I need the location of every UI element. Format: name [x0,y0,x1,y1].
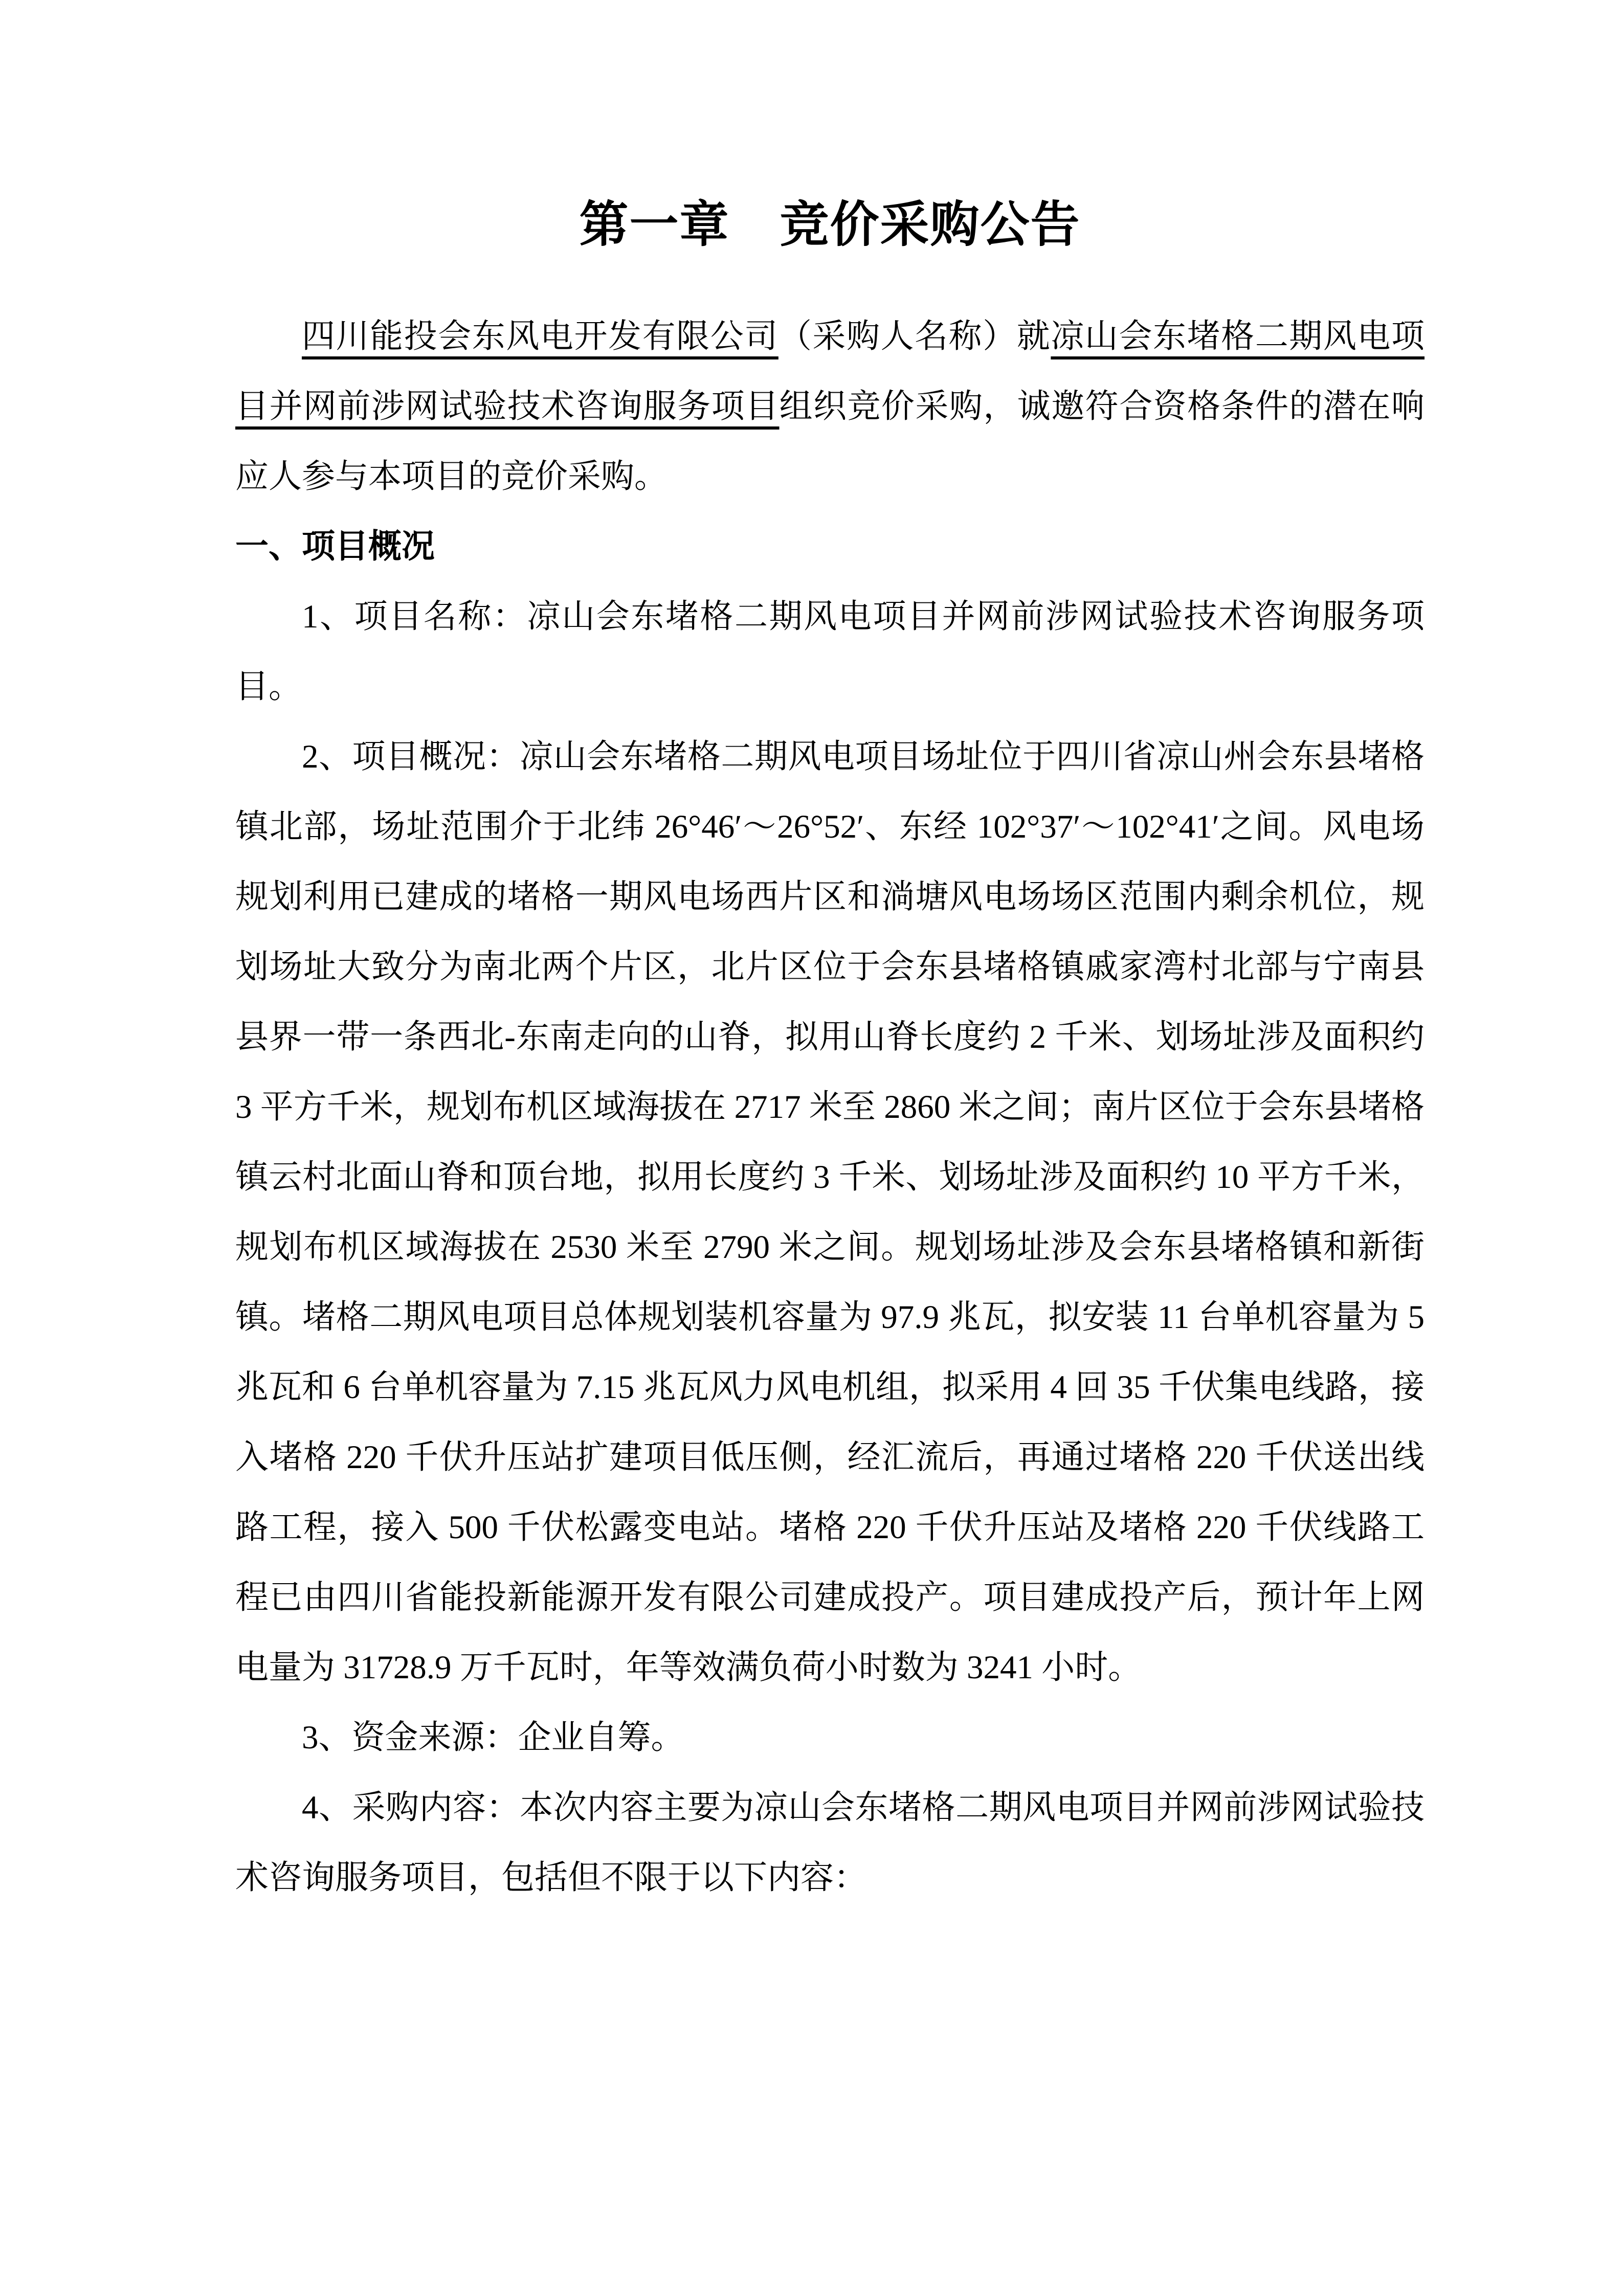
intro-tail: 组织竞价采购，诚邀符合资格条件的潜在响应人参与本项目的竞价采购。 [235,388,1425,495]
purchaser-name-underlined: 四川能投会东风电开发有限公司 [302,318,778,355]
intro-paragraph [235,302,1425,512]
item-project-name: 1、项目名称：凉山会东堵格二期风电项目并网前涉网试验技术咨询服务项目。 [235,598,1425,705]
item-funding-source: 3、资金来源：企业自筹。 [302,1719,684,1756]
document-body [235,302,1425,1913]
item-procurement-content: 4、采购内容：本次内容主要为凉山会东堵格二期风电项目并网前涉网试验技术咨询服务项目，包括但不限于以下内容： [235,1789,1425,1896]
item-project-overview: 2、项目概况：凉山会东堵格二期风电项目场址位于四川省凉山州会东县堵格镇北部，场址范围介于北纬 26°46′～26°52′、东经 102°37′～102°41′之间。风电场规划利用已建成的堵格一期风电场西片区和淌塘风电场场区范围内剩余机位，规划场址大致分为南北两个片区，北片区位于会东县堵格镇戚家湾村北部与宁南县县界一带一条西北-东南走向的山脊，拟用山脊长度约 2 千米、划场址涉及面积约 3 平方千米，规划布机区域海拔在 2717 米至 2860 米之间；南片区位于会东县堵格镇云村北面山脊和顶台地，拟用长度约 3 千米、划场址涉及面积约 10 平方千米，规划布机区域海拔在 2530 米至 2790 米之间。规划场址涉及会东县堵格镇和新街镇。堵格二期风电项目总体规划装机容量为 97.9 兆瓦，拟安装 11 台单机容量为 5 兆瓦和 6 台单机容量为 7.15 兆瓦风力风电机组，拟采用 4 回 35 千伏集电线路，接入堵格 220 千伏升压站扩建项目低压侧，经汇流后，再通过堵格 220 千伏送出线路工程，接入 500 千伏松露变电站。堵格 220 千伏升压站及堵格 220 千伏线路工程已由四川省能投新能源开发有限公司建成投产。项目建成投产后，预计年上网电量为 31728.9 万千瓦时，年等效满负荷小时数为 3241 小时。 [235,738,1425,1686]
chapter-title: 第一章 竞价采购公告 [579,197,1081,252]
purchaser-note: （采购人名称）就 [778,318,1051,355]
section-heading-project-overview: 一、项目概况 [235,528,435,565]
project-name-underlined: 凉山会东堵格二期风电项目并网前涉网试验技术咨询服务项目 [235,318,1425,425]
